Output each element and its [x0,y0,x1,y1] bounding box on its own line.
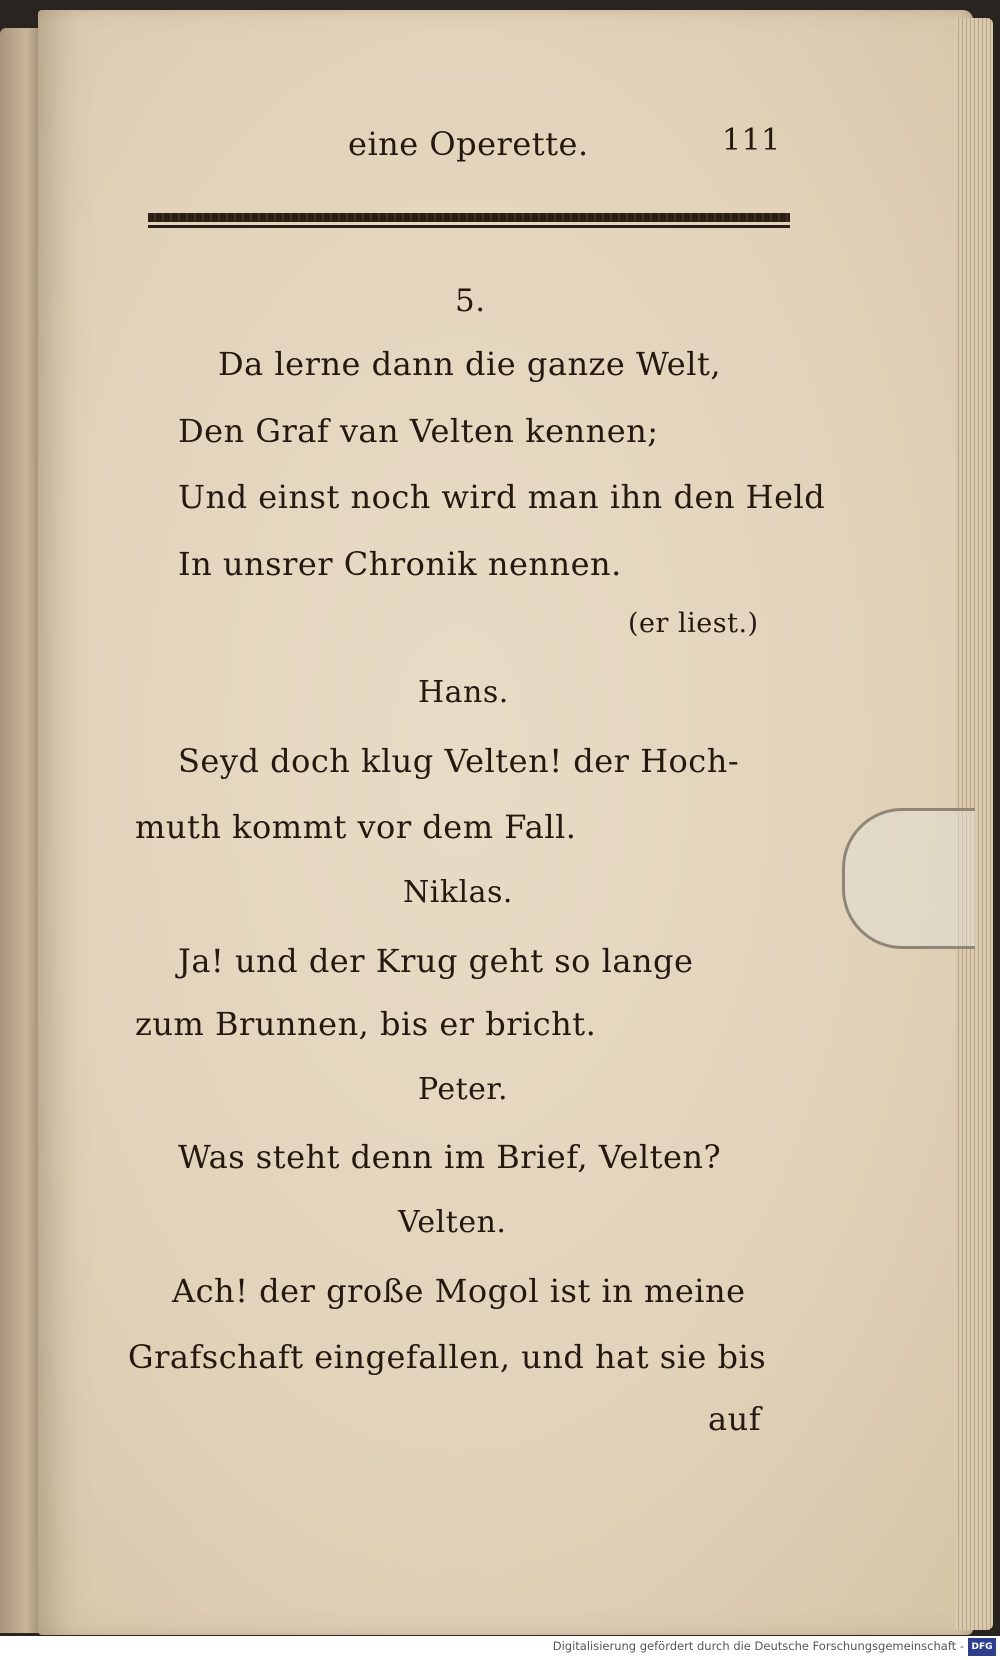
verse-line: Da lerne dann die ganze Welt, [218,345,721,383]
speaker-name: Niklas. [403,875,513,910]
dfg-logo: DFG [968,1638,996,1656]
verse-line: Den Graf van Velten kennen; [178,412,659,450]
footer-credit: Digitalisierung gefördert durch die Deutsche Forschungsgemeinschaft - [552,1639,964,1653]
stage-direction: (er liest.) [628,608,759,639]
stanza-number: 5. [455,283,486,319]
speech-line: Ach! der große Mogol ist in meine [172,1272,746,1310]
speaker-name: Velten. [398,1205,507,1240]
speech-line: zum Brunnen, bis er bricht. [135,1005,597,1043]
speech-line: Ja! und der Krug geht so lange [178,942,694,980]
verse-line: Und einst noch wird man ihn den Held [178,478,826,516]
verse-line: In unsrer Chronik nennen. [178,545,622,583]
catchword: auf [708,1400,762,1438]
speaker-name: Hans. [418,675,509,710]
running-head: eine Operette. [348,125,589,163]
speech-line: Grafschaft eingefallen, und hat sie bis [128,1338,767,1376]
header-rule-thick [148,213,790,222]
speech-line: Was steht denn im Brief, Velten? [178,1138,722,1176]
page-number: 111 [722,123,781,158]
footer-bar [0,1636,1000,1660]
speech-line: muth kommt vor dem Fall. [135,808,577,846]
header-rule-thin [148,225,790,228]
speaker-name: Peter. [418,1072,508,1107]
page-clip [842,808,975,949]
speech-line: Seyd doch klug Velten! der Hoch- [178,742,740,780]
